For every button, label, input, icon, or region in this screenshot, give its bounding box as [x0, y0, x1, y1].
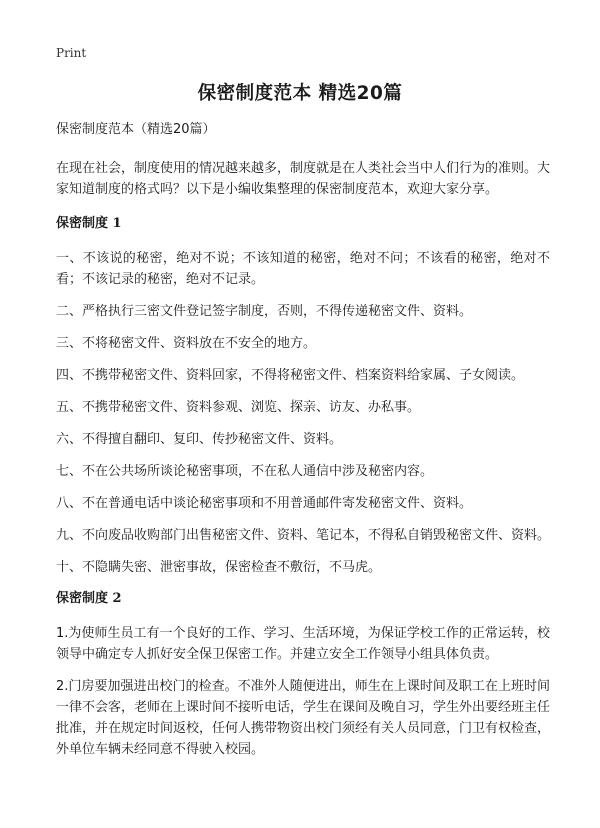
document-subtitle: 保密制度范本（精选20篇） [56, 122, 216, 137]
section-heading: 保密制度 2 [56, 591, 122, 606]
section-heading: 保密制度 1 [56, 216, 122, 231]
print-link[interactable]: Print [56, 46, 87, 60]
document-body [56, 120, 550, 771]
page-title: 保密制度范本 精选20篇 [197, 83, 403, 104]
section-1-item: 二、严格执行三密文件登记签字制度，否则，不得传递秘密文件、资料。 [56, 304, 473, 319]
section-1-item: 十、不隐瞒失密、泄密事故，保密检查不敷衍，不马虎。 [56, 560, 382, 575]
section-1-item: 六、不得擅自翻印、复印、传抄秘密文件、资料。 [56, 432, 343, 447]
section-1-item: 七、不在公共场所谈论秘密事项，不在私人通信中涉及秘密内容。 [56, 464, 434, 479]
section-1-item: 一、不该说的秘密，绝对不说；不该知道的秘密，绝对不问；不该看的秘密，绝对不看；不该记录的秘密，绝对不记录。 [56, 251, 550, 287]
section-1-item: 五、不携带秘密文件、资料参观、浏览、探亲、访友、办私事。 [56, 400, 421, 415]
intro-paragraph: 在现在社会，制度使用的情况越来越多，制度就是在人类社会当中人们行为的准则。大家知道制度的格式吗？以下是小编收集整理的保密制度范本，欢迎大家分享。 [56, 161, 551, 197]
section-2 [56, 589, 550, 760]
section-1-item: 八、不在普通电话中谈论秘密事项和不用普通邮件寄发秘密文件、资料。 [56, 496, 473, 511]
section-1-item: 三、不将秘密文件、资料放在不安全的地方。 [56, 336, 317, 351]
section-1 [56, 214, 550, 578]
section-1-item: 九、不向废品收购部门出售秘密文件、资料、笔记本，不得私自销毁秘密文件、资料。 [56, 528, 551, 543]
section-1-item: 四、不携带秘密文件、资料回家，不得将秘密文件、档案资料给家属、子女阅读。 [56, 368, 525, 383]
section-2-item: 2.门房要加强进出校门的检查。不准外人随便进出，师生在上课时间及职工在上班时间一律不会客，老师在上课时间不接听电话，学生在课间及晚自习，学生外出要经班主任批准，并在规定时间返校，任何人携带物资出校门须经有关人员同意，门卫有权检查，外单位车辆未经同意不得驶入校园。 [56, 679, 551, 757]
section-2-item: 1.为使师生员工有一个良好的工作、学习、生活环境，为保证学校工作的正常运转，校领导中确定专人抓好安全保卫保密工作。并建立安全工作领导小组具体负责。 [56, 626, 550, 662]
